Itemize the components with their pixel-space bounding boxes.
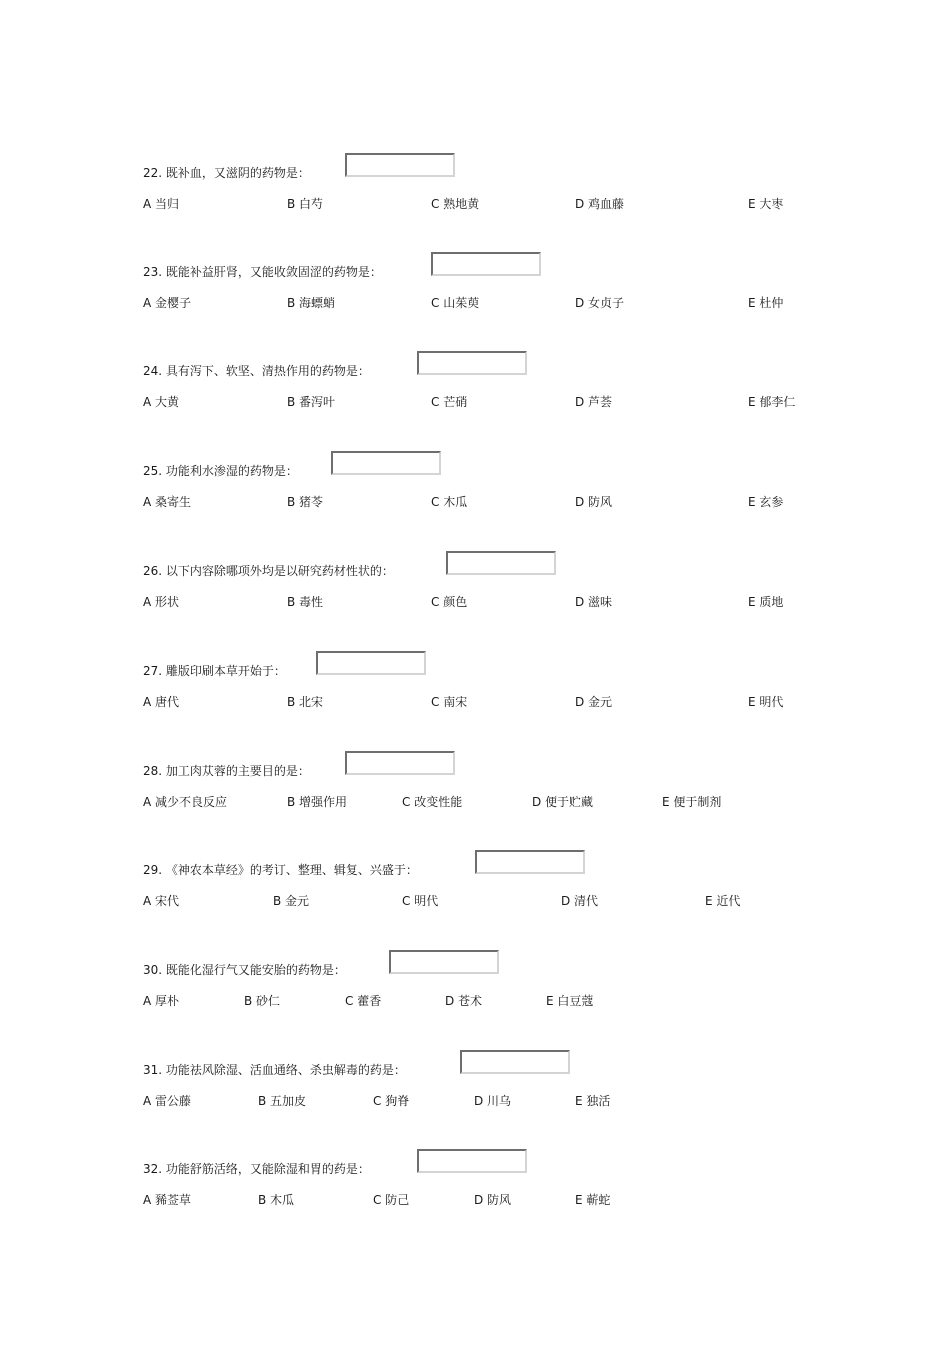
answer-input[interactable] bbox=[316, 651, 426, 675]
question-30 bbox=[143, 950, 843, 1020]
option-d: D 苍术 bbox=[445, 994, 483, 1008]
question-stem: 31. 功能祛风除湿、活血通络、杀虫解毒的药是： bbox=[143, 1063, 406, 1077]
answer-input[interactable] bbox=[417, 351, 527, 375]
option-a: A 厚朴 bbox=[143, 994, 180, 1008]
question-28 bbox=[143, 751, 843, 821]
answer-input[interactable] bbox=[345, 751, 455, 775]
option-b: B 金元 bbox=[273, 894, 310, 908]
option-c: C 藿香 bbox=[345, 994, 382, 1008]
option-e: E 近代 bbox=[705, 894, 741, 908]
answer-input[interactable] bbox=[389, 950, 499, 974]
answer-input[interactable] bbox=[417, 1149, 527, 1173]
option-b: B 白芍 bbox=[287, 197, 324, 211]
option-a: A 金樱子 bbox=[143, 296, 192, 310]
option-b: B 毒性 bbox=[287, 595, 324, 609]
option-d: D 芦荟 bbox=[575, 395, 613, 409]
option-a: A 宋代 bbox=[143, 894, 180, 908]
option-d: D 清代 bbox=[561, 894, 599, 908]
option-c: C 芒硝 bbox=[431, 395, 468, 409]
option-b: B 木瓜 bbox=[258, 1193, 295, 1207]
option-c: C 防己 bbox=[373, 1193, 410, 1207]
option-c: C 山茱萸 bbox=[431, 296, 480, 310]
option-b: B 五加皮 bbox=[258, 1094, 307, 1108]
option-c: C 木瓜 bbox=[431, 495, 468, 509]
option-c: C 南宋 bbox=[431, 695, 468, 709]
option-b: B 砂仁 bbox=[244, 994, 281, 1008]
question-stem: 26. 以下内容除哪项外均是以研究药材性状的： bbox=[143, 564, 394, 578]
answer-input[interactable] bbox=[460, 1050, 570, 1074]
option-d: D 防风 bbox=[575, 495, 613, 509]
question-25 bbox=[143, 451, 843, 521]
option-b: B 番泻叶 bbox=[287, 395, 336, 409]
option-c: C 狗脊 bbox=[373, 1094, 410, 1108]
option-e: E 质地 bbox=[748, 595, 784, 609]
question-stem: 24. 具有泻下、软坚、清热作用的药物是： bbox=[143, 364, 370, 378]
option-d: D 防风 bbox=[474, 1193, 512, 1207]
option-e: E 独活 bbox=[575, 1094, 611, 1108]
question-stem: 27. 雕版印刷本草开始于： bbox=[143, 664, 286, 678]
question-27 bbox=[143, 651, 843, 721]
option-c: C 改变性能 bbox=[402, 795, 463, 809]
option-a: A 当归 bbox=[143, 197, 180, 211]
option-d: D 女贞子 bbox=[575, 296, 625, 310]
option-c: C 颜色 bbox=[431, 595, 468, 609]
question-22 bbox=[143, 153, 843, 223]
answer-input[interactable] bbox=[475, 850, 585, 874]
option-a: A 形状 bbox=[143, 595, 180, 609]
option-d: D 滋味 bbox=[575, 595, 613, 609]
answer-input[interactable] bbox=[331, 451, 441, 475]
option-d: D 便于贮藏 bbox=[532, 795, 594, 809]
question-stem: 32. 功能舒筋活络，又能除湿和胃的药是： bbox=[143, 1162, 370, 1176]
option-e: E 明代 bbox=[748, 695, 784, 709]
option-b: B 猪苓 bbox=[287, 495, 324, 509]
option-b: B 增强作用 bbox=[287, 795, 348, 809]
option-e: E 玄参 bbox=[748, 495, 784, 509]
option-d: D 金元 bbox=[575, 695, 613, 709]
question-32 bbox=[143, 1149, 843, 1219]
answer-input[interactable] bbox=[431, 252, 541, 276]
option-b: B 海螵蛸 bbox=[287, 296, 336, 310]
question-stem: 30. 既能化湿行气又能安胎的药物是： bbox=[143, 963, 346, 977]
option-e: E 杜仲 bbox=[748, 296, 784, 310]
question-stem: 23. 既能补益肝肾，又能收敛固涩的药物是： bbox=[143, 265, 382, 279]
option-a: A 桑寄生 bbox=[143, 495, 192, 509]
question-stem: 22. 既补血，又滋阴的药物是： bbox=[143, 166, 310, 180]
option-c: C 明代 bbox=[402, 894, 439, 908]
question-31 bbox=[143, 1050, 843, 1120]
answer-input[interactable] bbox=[345, 153, 455, 177]
option-d: D 鸡血藤 bbox=[575, 197, 625, 211]
option-c: C 熟地黄 bbox=[431, 197, 480, 211]
answer-input[interactable] bbox=[446, 551, 556, 575]
question-23 bbox=[143, 252, 843, 322]
question-stem: 28. 加工肉苁蓉的主要目的是： bbox=[143, 764, 310, 778]
option-e: E 郁李仁 bbox=[748, 395, 796, 409]
option-a: A 大黄 bbox=[143, 395, 180, 409]
question-stem: 25. 功能利水渗湿的药物是： bbox=[143, 464, 298, 478]
option-e: E 蕲蛇 bbox=[575, 1193, 611, 1207]
option-b: B 北宋 bbox=[287, 695, 324, 709]
question-stem: 29. 《神农本草经》的考订、整理、辑复、兴盛于： bbox=[143, 863, 418, 877]
option-e: E 白豆蔻 bbox=[546, 994, 594, 1008]
question-29 bbox=[143, 850, 843, 920]
question-26 bbox=[143, 551, 843, 621]
option-a: A 唐代 bbox=[143, 695, 180, 709]
option-d: D 川乌 bbox=[474, 1094, 512, 1108]
option-a: A 豨莶草 bbox=[143, 1193, 192, 1207]
option-a: A 雷公藤 bbox=[143, 1094, 192, 1108]
option-e: E 便于制剂 bbox=[662, 795, 722, 809]
question-24 bbox=[143, 351, 843, 421]
option-e: E 大枣 bbox=[748, 197, 784, 211]
option-a: A 减少不良反应 bbox=[143, 795, 228, 809]
